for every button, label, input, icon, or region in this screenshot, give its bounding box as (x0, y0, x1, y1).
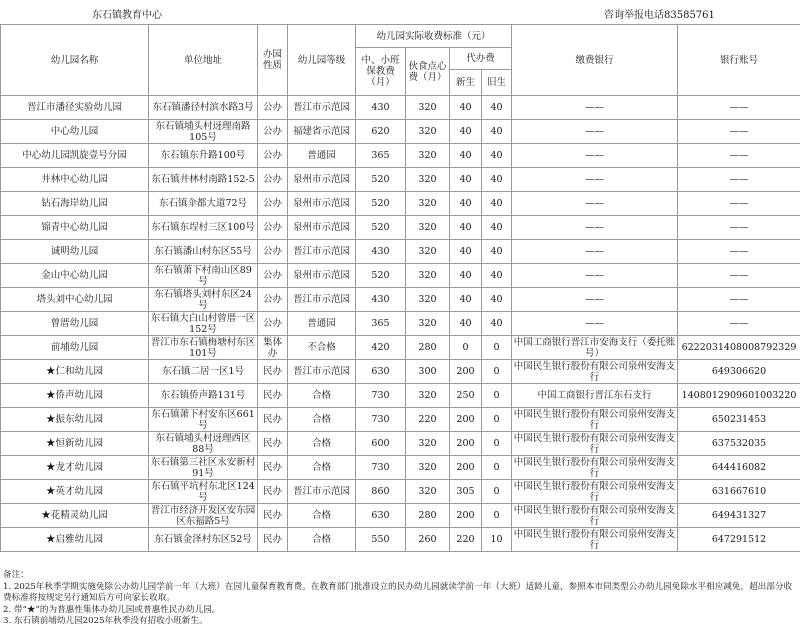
cell-meal-fee: 320 (406, 192, 450, 216)
cell-old-student-fee: 40 (482, 96, 512, 120)
cell-address: 东石镇埔头村迓理西区88号 (149, 432, 258, 456)
cell-address: 东石镇二居一区1号 (149, 360, 258, 384)
cell-account: —— (678, 264, 800, 288)
cell-grade: 福建省示范园 (288, 120, 356, 144)
col-header-grade: 幼儿园等级 (288, 25, 356, 96)
cell-kindergarten-name: ★龙才幼儿园 (1, 456, 149, 480)
cell-grade: 泉州市示范园 (288, 168, 356, 192)
cell-tuition: 430 (356, 240, 406, 264)
cell-bank: —— (512, 312, 678, 336)
table-row (1, 120, 800, 144)
cell-grade: 晋江市示范园 (288, 96, 356, 120)
cell-account: —— (678, 288, 800, 312)
col-header-agency-fee: 代办费 (450, 48, 512, 70)
table-row (1, 384, 800, 408)
cell-kindergarten-name: ★花精灵幼儿园 (1, 504, 149, 528)
table-row (1, 504, 800, 528)
cell-tuition: 430 (356, 96, 406, 120)
cell-kindergarten-name: 塔头刘中心幼儿园 (1, 288, 149, 312)
cell-nature: 公办 (258, 216, 288, 240)
cell-meal-fee: 320 (406, 312, 450, 336)
cell-grade: 晋江市示范园 (288, 240, 356, 264)
cell-new-student-fee: 305 (450, 480, 482, 504)
cell-account: —— (678, 192, 800, 216)
cell-grade: 合格 (288, 384, 356, 408)
cell-new-student-fee: 40 (450, 144, 482, 168)
cell-grade: 晋江市示范园 (288, 480, 356, 504)
cell-account: 631667610 (678, 480, 800, 504)
cell-grade: 泉州市示范园 (288, 216, 356, 240)
cell-tuition: 520 (356, 264, 406, 288)
cell-meal-fee: 320 (406, 240, 450, 264)
cell-new-student-fee: 40 (450, 216, 482, 240)
cell-address: 东石镇侨声路131号 (149, 384, 258, 408)
cell-address: 东石镇东埕村三区100号 (149, 216, 258, 240)
table-row (1, 240, 800, 264)
cell-kindergarten-name: 中心幼儿园 (1, 120, 149, 144)
cell-address: 东石镇潘山村东区55号 (149, 240, 258, 264)
table-row (1, 456, 800, 480)
cell-grade: 合格 (288, 528, 356, 552)
cell-nature: 公办 (258, 192, 288, 216)
cell-new-student-fee: 0 (450, 336, 482, 360)
cell-account: —— (678, 312, 800, 336)
col-header-tuition: 中、小班保教费（月） (356, 48, 406, 96)
cell-bank: —— (512, 216, 678, 240)
cell-nature: 公办 (258, 120, 288, 144)
cell-tuition: 520 (356, 216, 406, 240)
cell-account: 1408012909601003220 (678, 384, 800, 408)
cell-meal-fee: 320 (406, 120, 450, 144)
cell-old-student-fee: 0 (482, 408, 512, 432)
cell-bank: —— (512, 96, 678, 120)
cell-grade: 晋江市示范园 (288, 360, 356, 384)
cell-new-student-fee: 200 (450, 408, 482, 432)
cell-kindergarten-name: 钻石海岸幼儿园 (1, 192, 149, 216)
cell-tuition: 520 (356, 168, 406, 192)
cell-nature: 公办 (258, 144, 288, 168)
cell-grade: 不合格 (288, 336, 356, 360)
cell-meal-fee: 320 (406, 456, 450, 480)
cell-bank: —— (512, 144, 678, 168)
cell-bank: —— (512, 264, 678, 288)
cell-address: 东石镇潘径村滨水路3号 (149, 96, 258, 120)
cell-old-student-fee: 40 (482, 144, 512, 168)
cell-kindergarten-name: ★恒新幼儿园 (1, 432, 149, 456)
cell-meal-fee: 320 (406, 264, 450, 288)
cell-new-student-fee: 200 (450, 432, 482, 456)
cell-meal-fee: 300 (406, 360, 450, 384)
cell-account: —— (678, 144, 800, 168)
table-row (1, 432, 800, 456)
notes-section (3, 570, 797, 628)
col-header-bank: 缴费银行 (512, 25, 678, 96)
cell-new-student-fee: 40 (450, 240, 482, 264)
cell-nature: 公办 (258, 312, 288, 336)
cell-meal-fee: 220 (406, 408, 450, 432)
col-header-new-student: 新生 (450, 70, 482, 96)
cell-address: 东石镇萧下村安东区661号 (149, 408, 258, 432)
cell-tuition: 860 (356, 480, 406, 504)
org-name: 东石镇教育中心 (92, 10, 162, 21)
cell-bank: 中国民生银行股份有限公司泉州安海支行 (512, 504, 678, 528)
table-row (1, 336, 800, 360)
cell-bank: —— (512, 240, 678, 264)
col-header-name: 幼儿园名称 (1, 25, 149, 96)
cell-account: 649431327 (678, 504, 800, 528)
cell-nature: 民办 (258, 504, 288, 528)
cell-account: 6222031408008792329 (678, 336, 800, 360)
cell-grade: 晋江市示范园 (288, 288, 356, 312)
cell-meal-fee: 320 (406, 216, 450, 240)
cell-old-student-fee: 0 (482, 384, 512, 408)
cell-address: 东石镇金泽村东区52号 (149, 528, 258, 552)
cell-address: 东石镇井林村南路152-5 (149, 168, 258, 192)
note-3: 3. 东石镇前埔幼儿园2025年秋季没有招收小班新生。 (3, 616, 208, 626)
cell-new-student-fee: 40 (450, 264, 482, 288)
cell-kindergarten-name: 中心幼儿园凯旋壹号分园 (1, 144, 149, 168)
col-header-nature: 办园性质 (258, 25, 288, 96)
page-header (0, 0, 800, 24)
cell-old-student-fee: 40 (482, 240, 512, 264)
cell-old-student-fee: 0 (482, 480, 512, 504)
cell-nature: 公办 (258, 288, 288, 312)
cell-nature: 集体办 (258, 336, 288, 360)
cell-bank: 中国民生银行股份有限公司泉州安海支行 (512, 360, 678, 384)
cell-new-student-fee: 40 (450, 288, 482, 312)
cell-kindergarten-name: 诚明幼儿园 (1, 240, 149, 264)
notes-title: 备注： (3, 570, 29, 580)
cell-old-student-fee: 40 (482, 288, 512, 312)
cell-meal-fee: 320 (406, 96, 450, 120)
cell-meal-fee: 260 (406, 528, 450, 552)
cell-meal-fee: 320 (406, 288, 450, 312)
cell-new-student-fee: 220 (450, 528, 482, 552)
cell-nature: 民办 (258, 384, 288, 408)
cell-account: 637532035 (678, 432, 800, 456)
cell-account: —— (678, 240, 800, 264)
cell-address: 晋江市东石镇梅塘村东区101号 (149, 336, 258, 360)
cell-tuition: 430 (356, 288, 406, 312)
cell-old-student-fee: 40 (482, 120, 512, 144)
cell-old-student-fee: 0 (482, 336, 512, 360)
table-row (1, 144, 800, 168)
cell-new-student-fee: 250 (450, 384, 482, 408)
cell-address: 东石镇萧下村南山区89号 (149, 264, 258, 288)
cell-nature: 民办 (258, 480, 288, 504)
cell-nature: 公办 (258, 240, 288, 264)
cell-new-student-fee: 40 (450, 168, 482, 192)
cell-meal-fee: 280 (406, 504, 450, 528)
cell-old-student-fee: 40 (482, 192, 512, 216)
cell-old-student-fee: 40 (482, 168, 512, 192)
cell-grade: 合格 (288, 504, 356, 528)
cell-grade: 普通园 (288, 312, 356, 336)
cell-address: 东石镇大白山村曾厝一区152号 (149, 312, 258, 336)
cell-kindergarten-name: 曾厝幼儿园 (1, 312, 149, 336)
table-row (1, 168, 800, 192)
cell-new-student-fee: 200 (450, 360, 482, 384)
col-header-old-student: 旧生 (482, 70, 512, 96)
cell-kindergarten-name: 井林中心幼儿园 (1, 168, 149, 192)
cell-account: 644416082 (678, 456, 800, 480)
cell-kindergarten-name: ★仁和幼儿园 (1, 360, 149, 384)
cell-grade: 泉州市示范园 (288, 192, 356, 216)
cell-address: 东石镇平坑村东北区124号 (149, 480, 258, 504)
cell-tuition: 420 (356, 336, 406, 360)
cell-nature: 民办 (258, 432, 288, 456)
cell-grade: 泉州市示范园 (288, 264, 356, 288)
fee-table (0, 24, 800, 552)
cell-new-student-fee: 40 (450, 96, 482, 120)
cell-address: 东石镇第三社区永安新村91号 (149, 456, 258, 480)
cell-meal-fee: 320 (406, 480, 450, 504)
cell-old-student-fee: 10 (482, 528, 512, 552)
cell-tuition: 730 (356, 456, 406, 480)
table-row (1, 192, 800, 216)
table-row (1, 528, 800, 552)
table-row (1, 408, 800, 432)
table-row (1, 360, 800, 384)
cell-old-student-fee: 40 (482, 312, 512, 336)
cell-kindergarten-name: 晋江市潘径实验幼儿园 (1, 96, 149, 120)
cell-nature: 公办 (258, 264, 288, 288)
cell-nature: 民办 (258, 528, 288, 552)
cell-tuition: 730 (356, 408, 406, 432)
cell-tuition: 630 (356, 504, 406, 528)
note-2: 2. 带“★”的为普惠性集体办幼儿园或普惠性民办幼儿园。 (3, 604, 221, 615)
cell-old-student-fee: 40 (482, 216, 512, 240)
cell-old-student-fee: 0 (482, 432, 512, 456)
cell-kindergarten-name: 锦青中心幼儿园 (1, 216, 149, 240)
cell-grade: 合格 (288, 408, 356, 432)
cell-bank: 中国民生银行股份有限公司泉州安海支行 (512, 480, 678, 504)
cell-old-student-fee: 40 (482, 264, 512, 288)
cell-account: 650231453 (678, 408, 800, 432)
cell-nature: 公办 (258, 168, 288, 192)
cell-meal-fee: 320 (406, 168, 450, 192)
cell-bank: 中国工商银行晋江市安海支行（委托账号） (512, 336, 678, 360)
cell-grade: 合格 (288, 456, 356, 480)
cell-account: —— (678, 168, 800, 192)
cell-bank: 中国民生银行股份有限公司泉州安海支行 (512, 528, 678, 552)
table-row (1, 312, 800, 336)
col-header-account: 银行账号 (678, 25, 800, 96)
table-row (1, 480, 800, 504)
table-row (1, 264, 800, 288)
cell-kindergarten-name: ★启雅幼儿园 (1, 528, 149, 552)
note-1: 1. 2025年秋季学期实施免除公办幼儿园学前一年（大班）在园儿童保育教育费。在教育部门批准设立的民办幼儿园就读学前一年（大班）适龄儿童，参照本市同类型公办幼儿园免除水平相应减免，超出部分收费标准将按规定另行通知后方可向家长收取。 (3, 581, 793, 603)
col-header-fee-standard: 幼儿园实际收费标准（元） (356, 25, 512, 48)
cell-new-student-fee: 40 (450, 192, 482, 216)
cell-nature: 公办 (258, 96, 288, 120)
cell-meal-fee: 320 (406, 432, 450, 456)
table-row (1, 96, 800, 120)
cell-kindergarten-name: 前埔幼儿园 (1, 336, 149, 360)
cell-bank: —— (512, 120, 678, 144)
cell-account: —— (678, 96, 800, 120)
cell-tuition: 365 (356, 144, 406, 168)
cell-bank: —— (512, 168, 678, 192)
cell-bank: —— (512, 192, 678, 216)
cell-tuition: 365 (356, 312, 406, 336)
table-row (1, 216, 800, 240)
cell-meal-fee: 320 (406, 384, 450, 408)
cell-nature: 民办 (258, 456, 288, 480)
cell-bank: 中国民生银行股份有限公司泉州安海支行 (512, 432, 678, 456)
cell-address: 东石镇东升路100号 (149, 144, 258, 168)
cell-bank: —— (512, 288, 678, 312)
cell-account: —— (678, 120, 800, 144)
hotline-text: 咨询举报电话83585761 (604, 10, 715, 21)
cell-tuition: 520 (356, 192, 406, 216)
cell-address: 东石镇伞都大道72号 (149, 192, 258, 216)
cell-account: 649306620 (678, 360, 800, 384)
cell-kindergarten-name: 金山中心幼儿园 (1, 264, 149, 288)
cell-tuition: 730 (356, 384, 406, 408)
cell-grade: 合格 (288, 432, 356, 456)
cell-account: —— (678, 216, 800, 240)
cell-old-student-fee: 0 (482, 360, 512, 384)
cell-tuition: 620 (356, 120, 406, 144)
cell-bank: 中国工商银行晋江东石支行 (512, 384, 678, 408)
cell-bank: 中国民生银行股份有限公司泉州安海支行 (512, 408, 678, 432)
cell-tuition: 550 (356, 528, 406, 552)
cell-account: 647291512 (678, 528, 800, 552)
cell-bank: 中国民生银行股份有限公司泉州安海支行 (512, 456, 678, 480)
cell-old-student-fee: 0 (482, 456, 512, 480)
cell-nature: 民办 (258, 408, 288, 432)
cell-new-student-fee: 200 (450, 456, 482, 480)
cell-new-student-fee: 200 (450, 504, 482, 528)
cell-kindergarten-name: ★英才幼儿园 (1, 480, 149, 504)
cell-new-student-fee: 40 (450, 120, 482, 144)
cell-tuition: 630 (356, 360, 406, 384)
cell-nature: 民办 (258, 360, 288, 384)
cell-old-student-fee: 0 (482, 504, 512, 528)
cell-address: 东石镇塔头刘村东区24号 (149, 288, 258, 312)
table-row (1, 288, 800, 312)
cell-kindergarten-name: ★振东幼儿园 (1, 408, 149, 432)
cell-meal-fee: 320 (406, 144, 450, 168)
cell-grade: 普通园 (288, 144, 356, 168)
col-header-address: 单位地址 (149, 25, 258, 96)
cell-meal-fee: 280 (406, 336, 450, 360)
cell-address: 东石镇埔头村迓理南路105号 (149, 120, 258, 144)
cell-address: 晋江市经济开发区安东园区东福路5号 (149, 504, 258, 528)
col-header-meal: 伙食点心费（月） (406, 48, 450, 96)
cell-kindergarten-name: ★侨声幼儿园 (1, 384, 149, 408)
cell-tuition: 600 (356, 432, 406, 456)
cell-new-student-fee: 40 (450, 312, 482, 336)
